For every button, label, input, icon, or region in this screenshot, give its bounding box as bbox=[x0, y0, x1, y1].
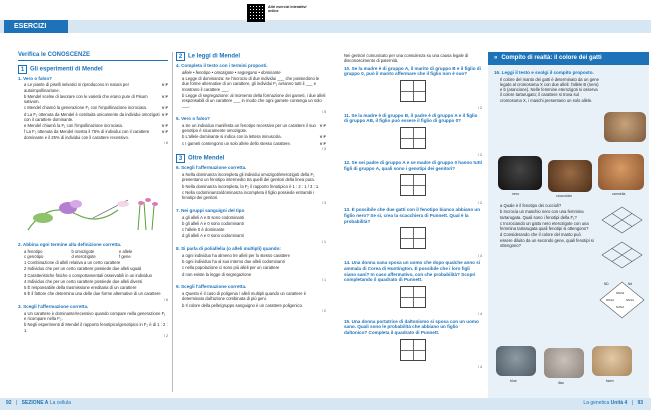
cat-photo-blu bbox=[496, 346, 536, 376]
q7-item[interactable]: a gli alleli A e B sono codominanti bbox=[182, 214, 245, 220]
q1-item-b[interactable]: V F b Mendel scelse di lavorare con le varietà che erano pure di Pisum sativum. bbox=[24, 93, 168, 105]
side-qa[interactable]: a Quale è il fenotipo dei cuccioli? bbox=[500, 203, 562, 208]
q6-item[interactable]: c Nella codominanza/dominanza incompleta il figlio possiede entrambi i fenotipi dei genitori. bbox=[182, 189, 315, 201]
side-qb[interactable]: b Incrocia un maschio nero con una femmina tartarugata. Quali sono i fenotipi della F₁? bbox=[500, 209, 584, 220]
caption-blu: blue bbox=[510, 379, 517, 383]
q5-score: / 3 bbox=[322, 146, 326, 151]
q2-term: a fenotipo bbox=[24, 248, 43, 254]
sec1-heading bbox=[18, 65, 168, 74]
q8-item[interactable]: c nella popolazione ci sono più alleli per un carattere bbox=[182, 265, 280, 271]
q10-title: 10. Se la madre è di gruppo A, il marito di gruppo B e il figlio di gruppo 0, può il marito affermare che il figlio non è suo? bbox=[344, 65, 481, 77]
side-questions bbox=[494, 202, 594, 249]
caption-fawn: fawn bbox=[606, 379, 614, 383]
section-label: SEZIONE A bbox=[21, 400, 49, 406]
q7-item[interactable]: b gli alleli A e 0 sono codominanti bbox=[182, 220, 244, 226]
sec2-heading bbox=[176, 52, 326, 61]
q2-term: d eterozigote bbox=[71, 253, 96, 259]
punnett-grid-15[interactable] bbox=[344, 339, 482, 362]
side-title: » Compito di realtà: il colore dei gatti bbox=[488, 52, 649, 65]
q3-item-b[interactable]: b Negli esperimenti di Mendel il rapporto fenotipico/genotipico in F₂ è di 1 : 2 : 1. bbox=[24, 322, 168, 333]
cat-photo-fawn bbox=[592, 346, 632, 376]
diamond-grid-2[interactable] bbox=[600, 240, 644, 270]
q8-item[interactable]: a ogni individuo ha almeno tre alleli per lo stesso carattere bbox=[182, 252, 291, 258]
q2-def[interactable]: 4 Individuo che per un certo carattere possiede due alleli diversi bbox=[24, 278, 143, 284]
side-text: Il colore del manto dei gatti è determinato da un gene legato al cromosoma X con due alleli: l'allele B (nero) e b (arancione). Nelle femmine eterozigoti si osserva il colore tartarugato; il carattere si trova sul cromosoma X, i maschi presentano un solo allele. bbox=[500, 76, 599, 103]
sec3-title: Oltre Mendel bbox=[188, 155, 225, 162]
q6-title: 6. Scegli l'affermazione corretta. bbox=[176, 165, 247, 171]
punnett-grid-12[interactable] bbox=[344, 174, 482, 197]
flower-svg bbox=[18, 180, 168, 238]
sec3-number: 3 bbox=[176, 154, 185, 163]
q2-def[interactable]: 3 Caratteristiche fisiche o comportamentali osservabili in un individuo bbox=[24, 272, 153, 278]
q2-def[interactable]: 2 Individuo che per un certo carattere possiede due alleli uguali bbox=[24, 266, 142, 272]
q16-title: 16. Leggi il testo e svolgi il compito proposto. bbox=[494, 70, 594, 75]
chapter-label: La cellula bbox=[49, 400, 71, 406]
punnett-grid-13[interactable] bbox=[344, 227, 482, 250]
q1-item-f[interactable]: V F f La F₂ ottenuta da Mendel mostra il 75% di individui con il carattere dominante e il 25% di individui con il carattere recessivo. bbox=[24, 129, 168, 140]
q6-item[interactable]: a Nella dominanza incompleta gli individui omozigoti/eterozigoti della F₁ presentano un fenotipo intermedio tra quelli dei genitori della linea pura. bbox=[182, 172, 315, 183]
q6-item[interactable]: b Nella dominanza incompleta, la F₂ il rapporto fenotipico è 1 : 2 : 1 / 3 : 1. bbox=[182, 183, 320, 189]
q4-title: 4. Completa il testo con i termini proposti. bbox=[176, 63, 268, 69]
q13-title: 13. È possibile che due gatti con il fenotipo bianco abbiano un figlio nero? Se sì, crea la scacchiera di Punnett. Qual è la probabilità? bbox=[344, 207, 481, 224]
chapter-right: La genetica bbox=[583, 400, 610, 406]
q6-score: / 3 bbox=[322, 201, 326, 206]
sec2-number: 2 bbox=[176, 52, 185, 61]
q14-title: 14. Una donna sana sposa un uomo che dopo qualche anno si ammala di Corea di Huntington. È possibile che i loro figli siano sani? In caso affermativo, con che probabilità? Scopri completando il quadrato di Punnett. bbox=[344, 260, 481, 283]
column-1 bbox=[18, 52, 168, 145]
header-bar bbox=[0, 20, 651, 33]
q5-item[interactable]: V F b L'allele dominante si indica con la lettera minuscola. bbox=[182, 134, 326, 140]
footer-left: 92 | SEZIONE A La cellula bbox=[6, 400, 71, 406]
cat-photo-1 bbox=[604, 112, 646, 142]
q4-text-b[interactable]: b Legge di segregazione: al momento della formazione dei gameti, i due alleli responsabili di un carattere ___ in modo che ogni gamete contenga un solo ___. bbox=[182, 92, 326, 109]
caption-cannella: cannella bbox=[612, 192, 626, 196]
q4-text-a[interactable]: a Legge di dominanza: se l'incrocio di due individui ___ che possiedono le due forme alternative di un carattere, gli individui F₁ avranno tutti il ___ e mostrano il carattere ___. bbox=[182, 76, 320, 92]
q2-def[interactable]: 6 È il fattore che determina una delle due forme alternative di un carattere bbox=[24, 291, 161, 297]
punnett-label: NNdd bbox=[606, 298, 614, 302]
footer-right: La genetica Unità 4 | 93 bbox=[583, 400, 643, 406]
intro-text: Nei genitori comunicato per una consulenza su una causa legale di disconoscimento di paternità. bbox=[344, 53, 469, 64]
caption-nero: nero bbox=[512, 192, 520, 196]
punnett-label: NdNd bbox=[616, 305, 624, 309]
footer-bar bbox=[0, 398, 651, 410]
punnett-label: NNDd bbox=[616, 291, 625, 295]
q2-term: e allele bbox=[119, 248, 133, 254]
q12-title: 12. Se sei padre di gruppo A e se madre di gruppo 0 hanno tutti figli di gruppo A, quali sono i genotipi dei genitori? bbox=[344, 159, 483, 171]
caption-lilac: lilac bbox=[558, 381, 565, 385]
sec3-heading bbox=[176, 154, 326, 163]
q1-title: 1. Vero o falso? bbox=[18, 75, 52, 81]
q14-score: / 4 bbox=[478, 312, 482, 317]
q2-terms bbox=[24, 249, 168, 260]
q2-score: / 6 bbox=[164, 297, 168, 302]
q2-title: 2. Abbina ogni termine alla definizione corretta. bbox=[18, 242, 122, 247]
q9-score: / 2 bbox=[322, 308, 326, 313]
q2-term: b omozigote bbox=[71, 248, 95, 254]
side-qc[interactable]: c Incrociando un gatto nero eterozigote con una femmina tartarugata quali fenotipi si ottengono? bbox=[500, 220, 589, 231]
q1-item-d[interactable]: V F d La F₁ ottenuta da Mendel è costituita unicamente da individui omozigoti con il carattere dominante. bbox=[24, 111, 168, 122]
q15-score: / 4 bbox=[478, 365, 482, 370]
punnett-label: NNdd bbox=[626, 298, 634, 302]
q8-item[interactable]: b ogni individuo ha al suo interno due alleli codominanti bbox=[182, 259, 285, 265]
q1-item-c[interactable]: V F c Mendel chiamò la generazione F₁ con l'impollinazione incrociata. bbox=[24, 105, 168, 111]
punnett-grid-10[interactable] bbox=[344, 80, 482, 103]
side-content bbox=[494, 68, 644, 104]
column-1-lower bbox=[18, 240, 168, 338]
q12-score: / 2 bbox=[478, 200, 482, 205]
divider bbox=[172, 52, 173, 392]
qr-caption: Altri esercizi interattivi online bbox=[268, 5, 307, 14]
column-3 bbox=[344, 52, 482, 370]
q4-score: / 5 bbox=[322, 109, 326, 114]
q4-words: allele • fenotipo • omozigote • segregano • dominante bbox=[182, 69, 281, 75]
q2-term: c genotipo bbox=[24, 253, 44, 259]
punnett-diamond-labelled[interactable] bbox=[598, 280, 646, 320]
cat-photo-cioccolato bbox=[548, 160, 592, 192]
page-number-right: 93 bbox=[637, 400, 643, 406]
verifica-title: Verifica le CONOSCENZE bbox=[18, 52, 168, 61]
q8-item[interactable]: d non esiste la legge di segregazione bbox=[182, 271, 252, 277]
q7-score: / 1 bbox=[322, 239, 326, 244]
q11-title: 11. Se la madre è di gruppo B, il padre è di gruppo A e il figlio di gruppo AB, il figlio può essere il figlio di gruppo 0? bbox=[344, 112, 478, 124]
sec1-title: Gli esperimenti di Mendel bbox=[30, 66, 103, 73]
page-number-left: 92 bbox=[6, 400, 12, 406]
q5-title: 5. Vero o falso? bbox=[176, 116, 210, 122]
q9-title: 9. Scegli l'affermazione corretta. bbox=[176, 284, 247, 290]
q7-item[interactable]: d gli alleli A e 0 sono codominanti bbox=[182, 233, 244, 239]
caption-cioccolato: cioccolato bbox=[556, 194, 572, 198]
cat-photo-nero bbox=[498, 156, 542, 190]
column-2 bbox=[176, 52, 326, 313]
q1-item-e[interactable]: V F e Mendel chiamò la F₁ con l'impollinazione incrociata. bbox=[24, 123, 168, 129]
punnett-grid-11[interactable] bbox=[344, 127, 482, 150]
q11-score: / 2 bbox=[478, 153, 482, 158]
cat-photo-lilac bbox=[544, 348, 584, 378]
q2-def[interactable]: 1 Combinazione di alleli relativa a un certo carattere bbox=[24, 260, 121, 266]
q7-item[interactable]: c l'allele 0 è dominante bbox=[182, 227, 225, 233]
q1-score: / 6 bbox=[164, 140, 168, 145]
q13-score: / 4 bbox=[478, 253, 482, 258]
section-tab: ESERCIZI bbox=[4, 20, 68, 33]
sec1-number: 1 bbox=[18, 65, 27, 74]
q3-score: / 2 bbox=[164, 333, 168, 338]
q15-title: 15. Una donna portatrice di daltonismo si sposa con un uomo sano. Quali sono le probabilità che abbiano un figlio daltonico? Completa il quadrato di Punnett. bbox=[344, 318, 479, 336]
q2-def[interactable]: 5 È responsabile della trasmissione ereditaria di un carattere bbox=[24, 285, 137, 291]
q3-title: 3. Scegli l'affermazione corretta. bbox=[18, 304, 89, 310]
q1-item-a[interactable]: V F a Le piante di piselli selvatici si riproducono in natura per autoimpollinazione. bbox=[24, 82, 168, 93]
side-qd[interactable]: d Considerando che il colore del manto può essere diluito da un secondo gene, quali fenotipi si ottengono? bbox=[500, 232, 594, 248]
q7-title: 7. Nei gruppi sanguigni del tipo bbox=[176, 207, 245, 213]
punnett-label: ND bbox=[604, 282, 609, 286]
diamond-grid-1[interactable] bbox=[600, 205, 644, 235]
q9-item[interactable]: a Questo è il caso di poligenia / alleli multipli quando un carattere è determinato dall'azione combinata di più geni. bbox=[182, 291, 307, 302]
q8-title: 8. Si parla di poliallelia (o alleli multipli) quando: bbox=[176, 246, 281, 252]
punnett-label: Nd bbox=[628, 282, 633, 286]
flower-illustration bbox=[18, 180, 168, 238]
q9-item[interactable]: b Il colore della pelle/gruppo sanguigno è un carattere poligenico. bbox=[182, 302, 304, 308]
qr-code-icon[interactable] bbox=[247, 4, 265, 22]
q2-term: f gene bbox=[119, 253, 131, 259]
q3-item-a[interactable]: a Un carattere è dominante/recessivo quando compare nella generazione F₁ e ricompare nella F₂. bbox=[24, 310, 166, 322]
sec2-title: Le leggi di Mendel bbox=[188, 53, 241, 60]
q5-item[interactable]: V F c I gameti contengono un solo allele dello stesso carattere. bbox=[182, 140, 326, 146]
q8-score: / 1 bbox=[322, 277, 326, 282]
unit-label: Unità 4 bbox=[610, 400, 628, 406]
q10-score: / 2 bbox=[478, 106, 482, 111]
cat-photo-cannella bbox=[598, 154, 644, 190]
q5-item[interactable]: V F a Se un individuo manifesta un fenotipo recessivo per un carattere il suo genotipo è sicuramente omozigote. bbox=[182, 122, 326, 134]
punnett-grid-14[interactable] bbox=[344, 286, 482, 309]
